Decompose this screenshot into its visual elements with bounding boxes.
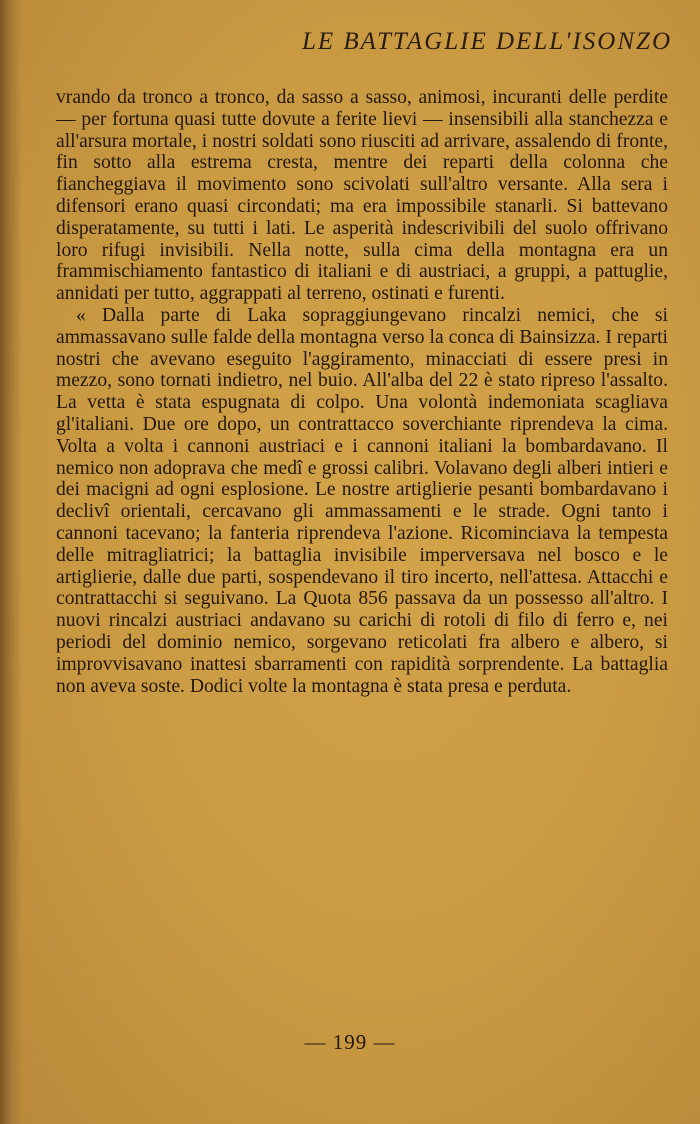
paragraph-2: « Dalla parte di Laka sopraggiungevano rincalzi nemici, che si ammassavano sulle falde della montagna verso la conca di Bainsizza. I reparti nostri che avevano eseguito l'aggiramento, minacciati di essere presi in mezzo, sono tornati indietro, nel buio. All'alba del 22 è stato ripreso l'assalto. La vetta è stata espugnata di colpo. Una volontà indemoniata scagliava gl'italiani. Due ore dopo, un contrattacco soverchiante riprendeva la cima. Volta a volta i cannoni austriaci e i cannoni italiani la bombardavano. Il nemico non adoprava che medî e grossi calibri. Volavano degli alberi intieri e dei macigni ad ogni esplosione. Le nostre artiglierie pesanti bombardavano i declivî orientali, cercavano gli ammassamenti e le strade. Ogni tanto i cannoni tacevano; la fanteria riprendeva l'azione. Ricominciava la tempesta delle mitragliatrici; la battaglia invisibile imperversava nel bosco e le artiglierie, dalle due parti, sospendevano il tiro incerto, nell'attesa. Attacchi e contrattacchi si seguivano. La Quota 856 passava da un possesso all'altro. I nuovi rincalzi austriaci andavano su carichi di rotoli di filo di ferro e, nei periodi del dominio nemico, sorgevano reticolati fra albero e albero, si improvvisavano inattesi sbarramenti con rapidità sorprendente. La battaglia non aveva soste. Dodici volte la montagna è stata presa e perduta.	[56, 304, 668, 697]
running-head: LE BATTAGLIE DELL'ISONZO	[301, 28, 672, 55]
body-text	[56, 87, 668, 697]
page-gutter-shadow	[0, 0, 22, 1124]
paragraph-1: vrando da tronco a tronco, da sasso a sasso, animosi, incuranti delle perdite — per fortuna quasi tutte dovute a ferite lievi — insensibili alla stanchezza e all'arsura mortale, i nostri soldati sono riusciti ad arrivare, assalendo di fronte, fin sotto alla estrema cresta, mentre dei reparti della colonna che fiancheggiava il movimento sono scivolati sull'altro versante. Alla sera i difensori erano quasi circondati; ma era impossibile stanarli. Si battevano disperatamente, su tutti i lati. Le asperità indescrivibili del suolo offrivano loro rifugi invisibili. Nella notte, sulla cima della montagna era un frammischiamento fantastico di italiani e di austriaci, a gruppi, a pattuglie, annidati per tutto, aggrappati al terreno, ostinati e furenti.	[56, 87, 668, 305]
page-number: — 199 —	[304, 1030, 396, 1054]
